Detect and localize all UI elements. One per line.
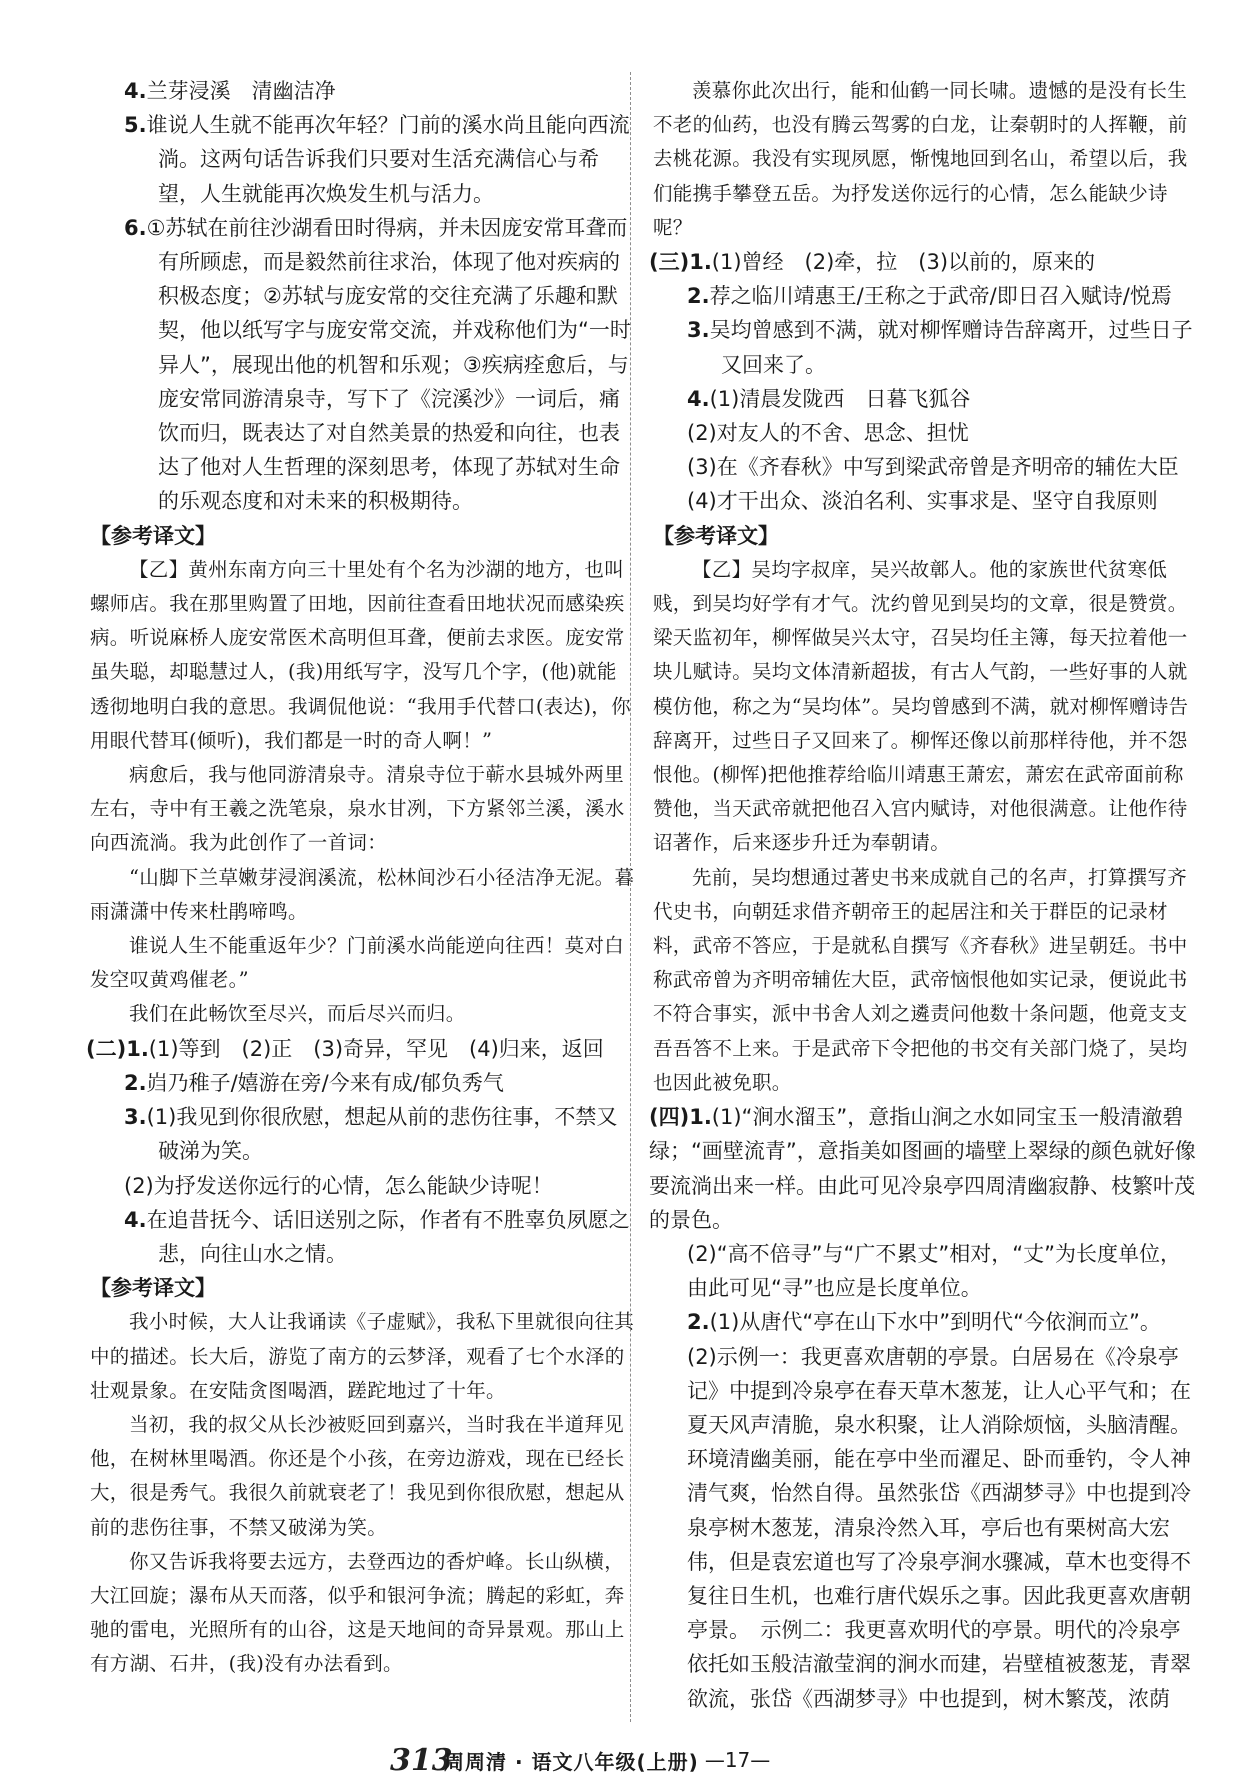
- item-text: (1)等到 (2)正 (3)奇异，罕见 (4)归来，返回: [148, 1036, 604, 1061]
- translation-paragraph: 当初，我的叔父从长沙被贬回到嘉兴，当时我在半道拜见他，在树林里喝酒。你还是个小孩，在旁边游戏，现在已经长大，很是秀气。我很久前就衰老了！我见到你很欣慰，想起从前的悲伤往事，不禁又破涕为笑。: [90, 1412, 625, 1539]
- translation-paragraph: 谁说人生不能重返年少？门前溪水尚能逆向往西！莫对白发空叹黄鸡催老。”: [90, 934, 625, 992]
- section-number: (三): [649, 250, 690, 275]
- item-text: 荐之临川靖惠王/王称之于武帝/即日召入赋诗/悦焉: [709, 284, 1172, 309]
- item-text: (1)从唐代“亭在山下水中”到明代“今依涧而立”。: [709, 1310, 1161, 1335]
- section-number: (四): [649, 1105, 690, 1130]
- sub-answer: (2)“高不倍寻”与“广不累丈”相对，“丈”为长度单位，由此可见“寻”也应是长度单位。: [687, 1241, 1182, 1301]
- item-text: (1)我见到你很欣慰，想起从前的悲伤往事，不禁又破涕为笑。: [146, 1105, 618, 1164]
- answer-item: [124, 74, 635, 108]
- section-answer: [86, 1032, 635, 1066]
- item-number: 1.: [689, 250, 712, 275]
- item-number: 4.: [124, 79, 147, 103]
- page-number: —17—: [704, 1748, 771, 1772]
- item-number: 3.: [687, 318, 710, 343]
- answer-item: [687, 279, 1198, 313]
- answer-item: [124, 211, 635, 519]
- answer-item: [687, 382, 1198, 416]
- item-text: 兰芽浸溪 清幽洁净: [146, 79, 336, 103]
- section-answer: [649, 245, 1198, 279]
- sub-answer: (2)为抒发送你远行的心情，怎么能缺少诗呢！: [124, 1173, 553, 1198]
- item-number: 2.: [687, 284, 710, 309]
- answer-item: [124, 1203, 635, 1271]
- page-footer: [388, 1740, 770, 1780]
- item-number: 1.: [126, 1036, 149, 1061]
- item-text: (1)清晨发陇西 日暮飞狐谷: [709, 386, 971, 411]
- translation-paragraph: 你又告诉我将要去远方，去登西边的香炉峰。长山纵横，大江回旋；瀑布从天而落，似乎和银河争流；腾起的彩虹，奔驰的雷电，光照所有的山谷，这是天地间的奇异景观。那山上有方湖、石井，(我)没有办法看到。: [90, 1549, 625, 1676]
- item-text: 吴均曾感到不满，就对柳恽赠诗告辞离开，过些日子又回来了。: [709, 318, 1193, 377]
- column-divider: [630, 72, 631, 1722]
- section-answer: [649, 1100, 1198, 1237]
- item-text: (1)“涧水溜玉”，意指山涧之水如同宝玉一般清澈碧绿；“画壁流青”，意指美如图画的墙壁上翠绿的颜色就好像要流淌出来一样。由此可见冷泉亭四周清幽寂静、枝繁叶茂的景色。: [649, 1105, 1196, 1232]
- translation-paragraph: 病愈后，我与他同游清泉寺。清泉寺位于蕲水县城外两里左右，寺中有王羲之洗笔泉，泉水甘冽，下方紧邻兰溪，溪水向西流淌。我为此创作了一首词：: [90, 763, 625, 855]
- answer-item: [687, 313, 1198, 381]
- item-number: 1.: [689, 1105, 712, 1130]
- translation-paragraph: 羡慕你此次出行，能和仙鹤一同长啸。遗憾的是没有长生不老的仙药，也没有腾云驾雾的白龙，让秦朝时的人挥鞭，前去桃花源。我没有实现夙愿，惭愧地回到名山，希望以后，我们能携手攀登五岳。为抒发送你远行的心情，怎么能缺少诗呢？: [653, 79, 1188, 239]
- translation-paragraph: 【乙】吴均字叔庠，吴兴故鄣人。他的家族世代贫寒低贱，到吴均好学有才气。沈约曾见到吴均的文章，很是赞赏。梁天监初年，柳恽做吴兴太守，召吴均任主簿，每天拉着他一块儿赋诗。吴均文体清新超拔，有古人气韵，一些好事的人就模仿他，称之为“吴均体”。吴均曾感到不满，就对柳恽赠诗告辞离开，过些日子又回来了。柳恽还像以前那样待他，并不怨恨他。(柳恽)把他推荐给临川靖惠王萧宏，萧宏在武帝面前称赞他，当天武帝就把他召入宫内赋诗，对他很满意。让他作待诏著作，后来逐步升迁为奉朝请。: [653, 557, 1189, 855]
- translation-paragraph: 先前，吴均想通过著史书来成就自己的名声，打算撰写齐代史书，向朝廷求借齐朝帝王的起居注和关于群臣的记录材料，武帝不答应，于是就私自撰写《齐春秋》进呈朝廷。书中称武帝曾为齐明帝辅佐大臣，武帝恼恨他如实记录，便说此书不符合事实，派中书舍人刘之遴责问他数十条问题，他竟支支吾吾答不上来。于是武帝下令把他的书交有关部门烧了，吴均也因此被免职。: [653, 865, 1188, 1094]
- answer-item: [124, 108, 635, 211]
- answer-item: [124, 1100, 635, 1168]
- right-column: [649, 74, 1198, 1716]
- sub-answer: (2)对友人的不舍、思念、担忧: [687, 421, 969, 446]
- item-number: 2.: [124, 1070, 147, 1095]
- item-number: 5.: [124, 113, 147, 138]
- item-number: 3.: [124, 1105, 147, 1130]
- brand-logo-icon: [388, 1742, 453, 1778]
- item-text: ①苏轼在前往沙湖看田时得病，并未因庞安常耳聋而有所顾虑，而是毅然前往求治，体现了他对疾病的积极态度；②苏轼与庞安常的交往充满了乐趣和默契，他以纸写字与庞安常交流，并戏称他们为“一时异人”，展现出他的机智和乐观；③疾病痊愈后，与庞安常同游清泉寺，写下了《浣溪沙》一词后，痛饮而归，既表达了对自然美景的热爱和向往，也表达了他对人生哲理的深刻思考，体现了苏轼对生命的乐观态度和对未来的积极期待。: [146, 215, 631, 514]
- section-number: (二): [86, 1036, 127, 1061]
- item-text: 在追昔抚今、话旧送别之际，作者有不胜辜负夙愿之悲，向往山水之情。: [146, 1207, 630, 1266]
- footer-title: 周周清 · 语文八年级(上册): [444, 1749, 699, 1774]
- answer-item: [687, 1305, 1198, 1339]
- translation-paragraph: 我小时候，大人让我诵读《子虚赋》，我私下里就很向往其中的描述。长大后，游览了南方的云梦泽，观看了七个水泽的壮观景象。在安陆贪图喝酒，蹉跎地过了十年。: [90, 1310, 635, 1402]
- item-text: (1)曾经 (2)牵，拉 (3)以前的，原来的: [711, 250, 1096, 275]
- sub-answer: (2)示例一：我更喜欢唐朝的亭景。白居易在《冷泉亭记》中提到冷泉亭在春天草木葱茏，让人心平气和；在夏天风声清脆，泉水积聚，让人消除烦恼，头脑清醒。环境清幽美丽，能在亭中坐而濯足、卧而垂钓，令人神清气爽，怡然自得。虽然张岱《西湖梦寻》中也提到冷泉亭树木葱茏，清泉泠然入耳，亭后也有栗树高大宏伟，但是袁宏道也写了冷泉亭涧水骤减，草木也变得不复往日生机，也难行唐代娱乐之事。因此我更喜欢唐朝亭景。 示例二：我更喜欢明代的亭景。明代的冷泉亭依托如玉般洁澈莹润的涧水而建，岩壁植被葱茏，青翠欲流，张岱《西湖梦寻》中也提到，树木繁茂，浓荫: [687, 1344, 1191, 1711]
- section-heading: 【参考译文】: [90, 523, 216, 548]
- left-column: [86, 74, 635, 1682]
- item-text: 岿乃稚子/嬉游在旁/今来有成/郁负秀气: [146, 1070, 504, 1095]
- answer-item: [124, 1066, 635, 1100]
- item-number: 6.: [124, 215, 147, 240]
- sub-answer: (4)才干出众、淡泊名利、实事求是、坚守自我原则: [687, 489, 1158, 514]
- section-heading: 【参考译文】: [90, 1276, 216, 1301]
- sub-answer: (3)在《齐春秋》中写到梁武帝曾是齐明帝的辅佐大臣: [687, 455, 1179, 480]
- item-number: 4.: [124, 1207, 147, 1232]
- item-number: 4.: [687, 386, 710, 411]
- item-text: 谁说人生就不能再次年轻？门前的溪水尚且能向西流淌。这两句话告诉我们只要对生活充满信心与希望，人生就能再次焕发生机与活力。: [146, 113, 630, 206]
- translation-paragraph: 【乙】黄州东南方向三十里处有个名为沙湖的地方，也叫螺师店。我在那里购置了田地，因前往查看田地状况而感染疾病。听说麻桥人庞安常医术高明但耳聋，便前去求医。庞安常虽失聪，却聪慧过人，(我)用纸写字，没写几个字，(他)就能透彻地明白我的意思。我调侃他说：“我用手代替口(表达)，你用眼代替耳(倾听)，我们都是一时的奇人啊！”: [90, 557, 631, 752]
- translation-paragraph: 我们在此畅饮至尽兴，而后尽兴而归。: [129, 1002, 466, 1026]
- translation-paragraph: “山脚下兰草嫩芽浸润溪流，松林间沙石小径洁净无泥。暮雨潇潇中传来杜鹃啼鸣。: [90, 865, 635, 923]
- item-number: 2.: [687, 1310, 710, 1335]
- svg-text:313: 313: [390, 1743, 453, 1778]
- section-heading: 【参考译文】: [653, 523, 779, 548]
